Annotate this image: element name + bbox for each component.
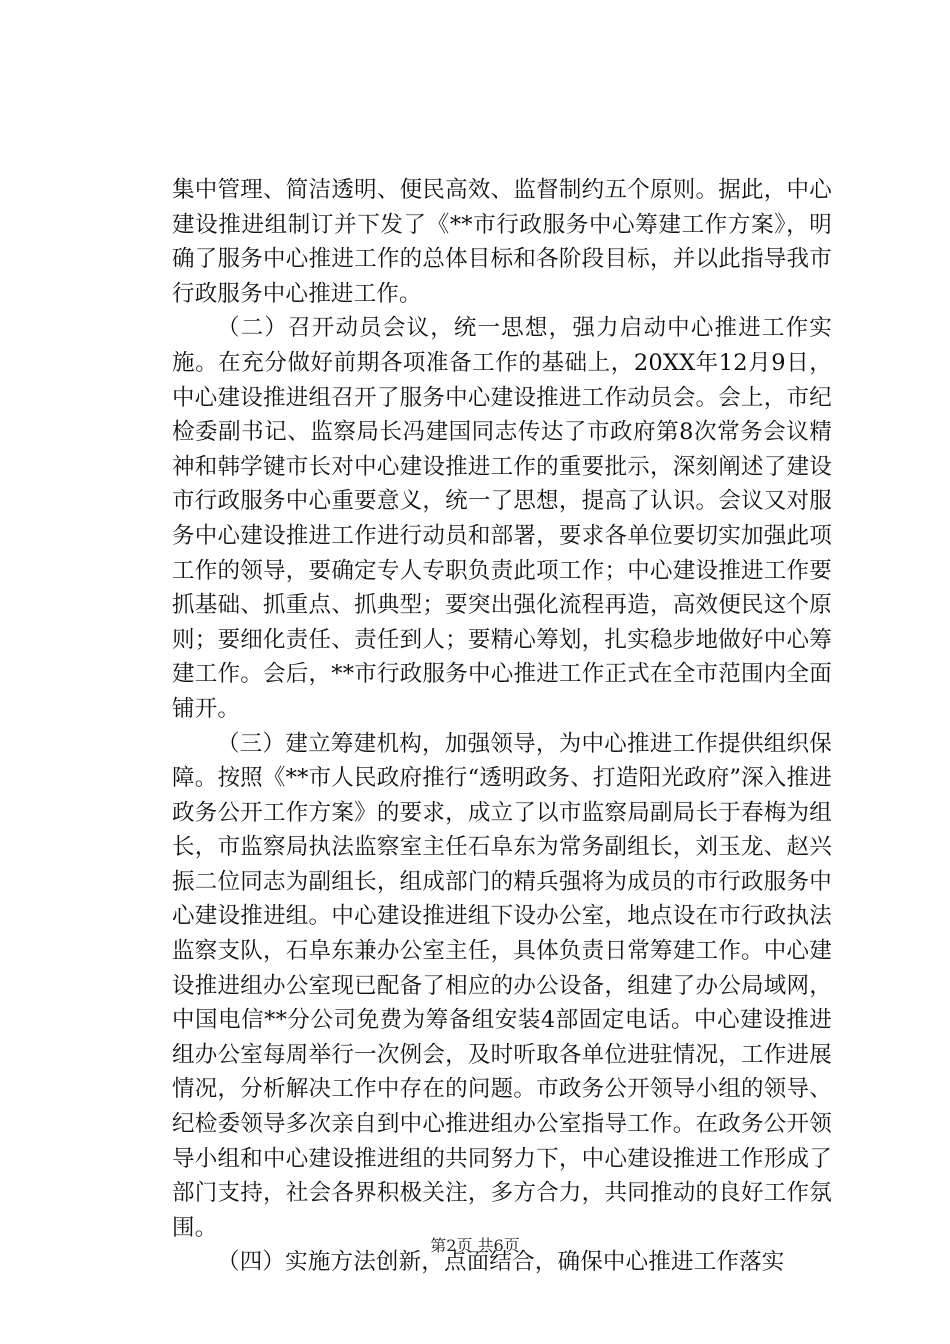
paragraph-organization: （三）建立筹建机构，加强领导，为中心推进工作提供组织保障。按照《**市人民政府推行“透明政务、打造阳光政府”深入推进政务公开工作方案》的要求，成立了以市监察局副局长于春梅为组长，市监察局执法监察室主任石阜东为常务副组长，刘玉龙、赵兴振二位同志为副组长，组成部门的精兵强将为成员的市行政服务中心建设推进组。中心建设推进组下设办公室，地点设在市行政执法监察支队，石阜东兼办公室主任，具体负责日常筹建工作。中心建设推进组办公室现已配备了相应的办公设备，组建了办公局域网，中国电信**分公司免费为筹备组安装4部固定电话。中心建设推进组办公室每周举行一次例会，及时听取各单位进驻情况，工作进展情况，分析解决工作中存在的问题。市政务公开领导小组的领导、纪检委领导多次亲自到中心推进组办公室指导工作。在政务公开领导小组和中心建设推进组的共同努力下，中心建设推进工作形成了部门支持，社会各界积极关注，多方合力，共同推动的良好工作氛围。 (172, 730, 832, 1241)
paragraph-principles: 集中管理、简洁透明、便民高效、监督制约五个原则。据此，中心建设推进组制订并下发了《**市行政服务中心筹建工作方案》，明确了服务中心推进工作的总体目标和各阶段目标，并以此指导我市行政服务中心推进工作。 (172, 177, 832, 307)
page-number-footer: 第2页 共6页 (430, 1236, 520, 1255)
paragraph-mobilization-meeting: （二）召开动员会议，统一思想，强力启动中心推进工作实施。在充分做好前期各项准备工作的基础上，20XX年12月9日，中心建设推进组召开了服务中心建设推进工作动员会。会上，市纪检委副书记、监察局长冯建国同志传达了市政府第8次常务会议精神和韩学键市长对中心建设推进工作的重要批示，深刻阐述了建设市行政服务中心重要意义，统一了思想，提高了认识。会议又对服务中心建设推进工作进行动员和部署，要求各单位要切实加强此项工作的领导，要确定专人专职负责此项工作；中心建设推进工作要抓基础、抓重点、抓典型；要突出强化流程再造，高效便民这个原则；要细化责任、责任到人；要精心筹划，扎实稳步地做好中心筹建工作。会后，**市行政服务中心推进工作正式在全市范围内全面铺开。 (172, 315, 832, 722)
paragraph-method-innovation: （四）实施方法创新，点面结合，确保中心推进工作落实 (217, 1249, 785, 1276)
document-body (172, 173, 832, 1280)
